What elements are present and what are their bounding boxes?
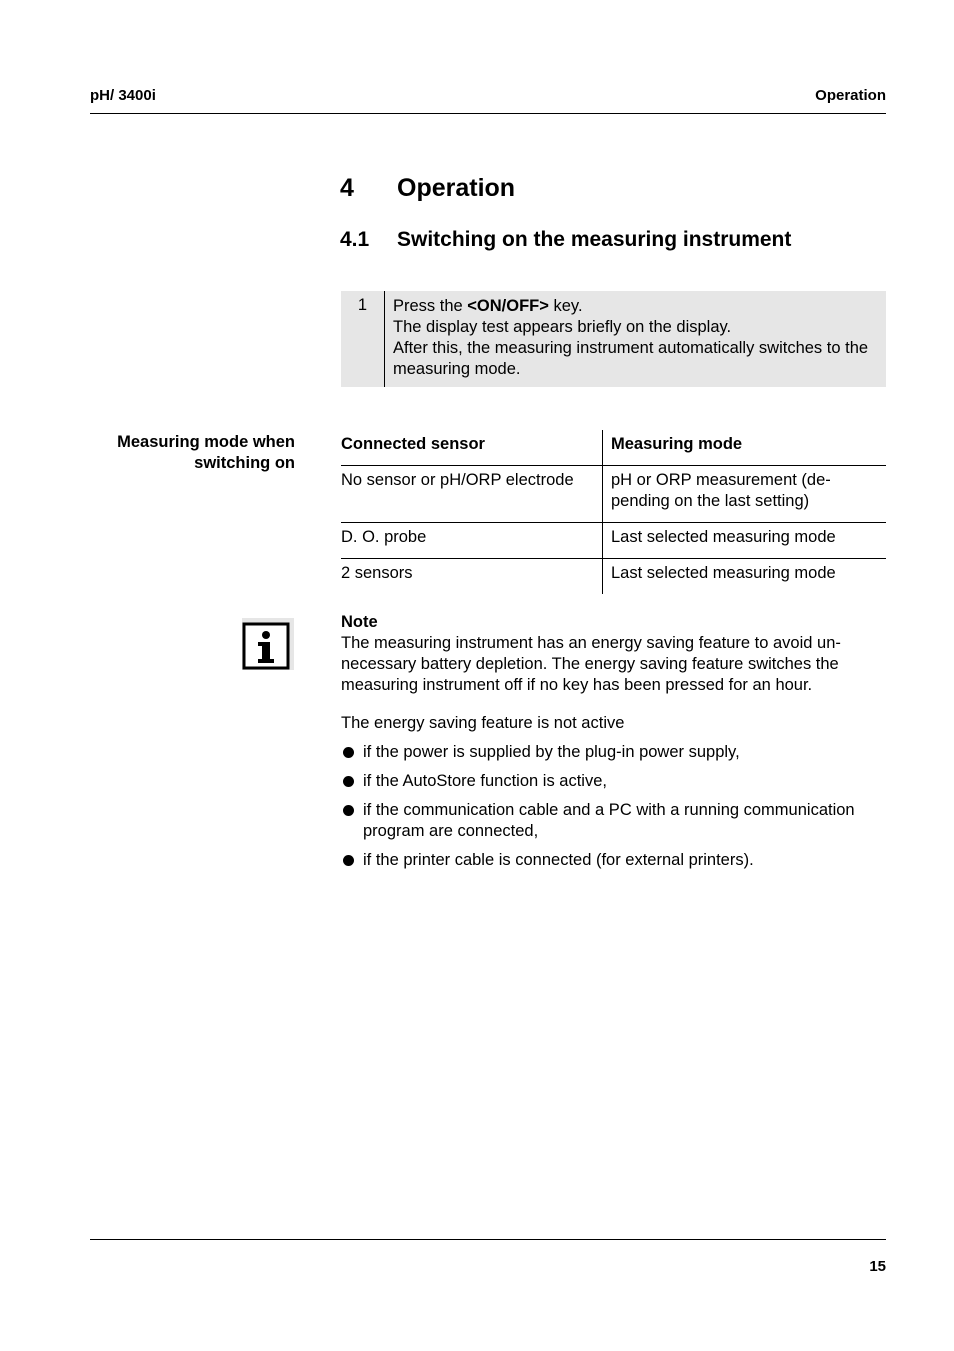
onoff-key-label: <ON/OFF> [467, 297, 549, 315]
table-header-sensor: Connected sensor [341, 430, 603, 466]
note-block [341, 612, 886, 696]
list-item [341, 742, 886, 763]
side-heading [90, 432, 295, 474]
table-row [341, 523, 886, 559]
table-header-row [341, 430, 886, 466]
table-cell-mode: Last selected measuring mode [603, 559, 887, 595]
step-line-3: After this, the measuring instrument automatically switches to the measuring mode. [393, 339, 869, 378]
table-cell-sensor: 2 sensors [341, 564, 413, 582]
list-item [341, 850, 886, 871]
energy-intro: The energy saving feature is not active [341, 714, 625, 732]
bullet-icon [343, 747, 354, 758]
table-row [341, 559, 886, 595]
list-item-text: if the printer cable is connected (for external printers). [363, 851, 754, 869]
info-icon [242, 618, 294, 670]
side-heading-line-1: Measuring mode when [117, 433, 295, 451]
page-number: 15 [869, 1258, 886, 1275]
list-item-text: if the power is supplied by the plug-in power supply, [363, 743, 740, 761]
table-cell-sensor: No sensor or pH/ORP electrode [341, 466, 603, 523]
chapter-number: 4 [340, 174, 354, 202]
table-cell-mode: Last selected measuring mode [603, 523, 887, 559]
bullet-icon [343, 855, 354, 866]
footer-rule [90, 1239, 886, 1240]
section-title: Switching on the measuring instrument [397, 228, 792, 251]
energy-conditions-list [341, 742, 886, 879]
step-line-2: The display test appears briefly on the display. [393, 318, 732, 336]
step-divider [384, 291, 385, 387]
table-cell-mode: pH or ORP measurement (de-pending on the last setting) [603, 466, 887, 523]
step-line-1-suffix: key. [548, 297, 583, 315]
table-header-mode: Measuring mode [603, 430, 887, 466]
bullet-icon [343, 805, 354, 816]
step-box [341, 291, 886, 387]
table-row [341, 466, 886, 523]
list-item-text: if the AutoStore function is active, [363, 772, 607, 790]
side-heading-line-2: switching on [194, 454, 295, 472]
note-title: Note [341, 613, 378, 631]
step-text [393, 296, 878, 380]
section-number: 4.1 [340, 228, 370, 251]
table-cell-sensor: D. O. probe [341, 523, 603, 559]
bullet-icon [343, 776, 354, 787]
chapter-title: Operation [397, 174, 516, 202]
header-rule [90, 113, 886, 114]
header-product: pH/ 3400i [90, 87, 156, 104]
step-line-1 [393, 296, 878, 317]
measuring-mode-table [341, 430, 886, 594]
step-number: 1 [357, 296, 368, 314]
list-item-text: if the communication cable and a PC with a running communication program are connected, [363, 801, 855, 840]
step-line-1-prefix: Press the [393, 297, 468, 315]
list-item [341, 771, 886, 792]
list-item [341, 800, 886, 842]
header-chapter: Operation [815, 87, 886, 104]
note-text: The measuring instrument has an energy saving feature to avoid un-necessary battery depletion. The energy saving feature switches the measuring instrument off if no key has been pressed for an hour. [341, 634, 841, 694]
